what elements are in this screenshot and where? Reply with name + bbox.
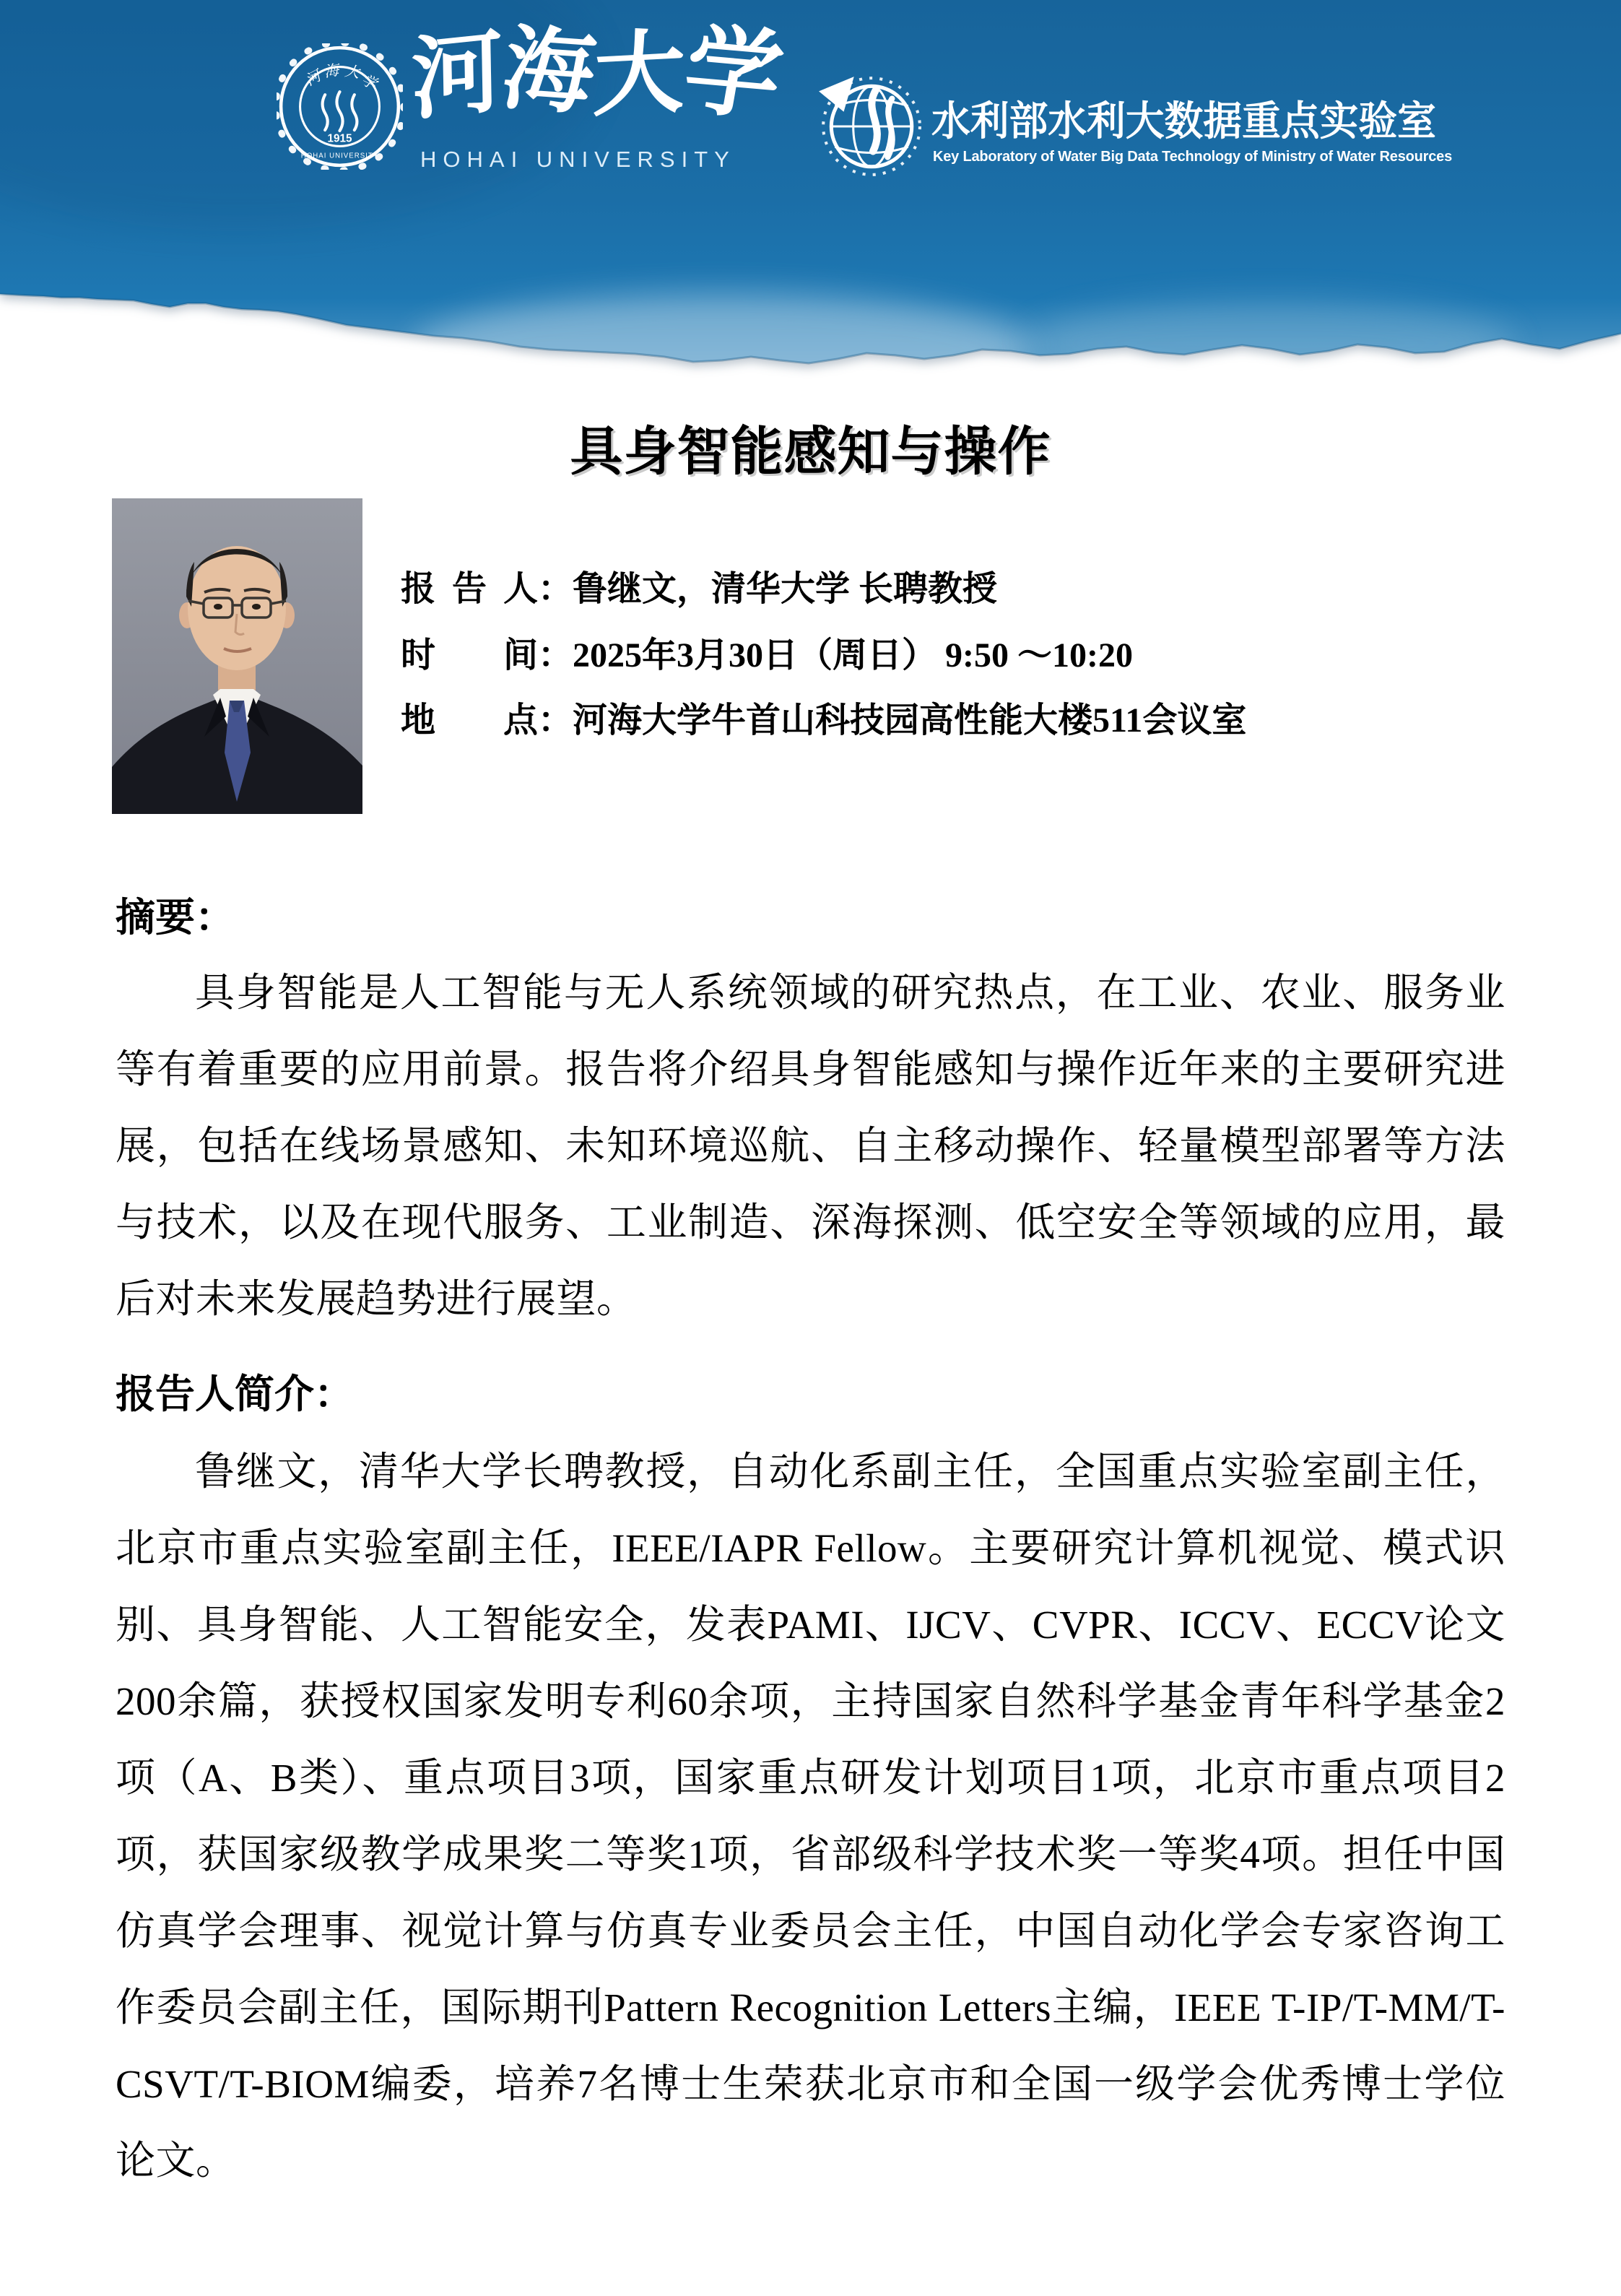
hohai-char: 学 (676, 17, 791, 132)
label-char: 告 (451, 570, 487, 608)
time-value: 2025年3月30日（周日） 9:50 ～10:20 (573, 636, 1133, 675)
speaker-label (401, 571, 538, 609)
time-row (401, 637, 1133, 680)
abstract-body: 具身智能是人工智能与无人系统领域的研究热点，在工业、农业、服务业等有着重要的应用前景。报告将介绍具身智能感知与操作近年来的主要研究进展，包括在线场景感知、未知环境巡航、自主移动操作、轻量模型部署等方法与技术，以及在现代服务、工业制造、深海探测、低空安全等领域的应用，最后对未来发展趋势进行展望。 (116, 971, 1505, 1321)
venue-row (401, 702, 1246, 745)
bio-heading: 报告人简介： (116, 1372, 355, 1416)
label-char: 人 (503, 570, 538, 608)
seal-char: 大 (343, 63, 361, 82)
seal-ring-text: HOHAI UNIVERSITY (300, 152, 379, 160)
lab-name-en: Key Laboratory of Water Big Data Technology of Ministry of Water Resources (933, 149, 1453, 165)
speaker-value: 鲁继文，清华大学 长聘教授 (573, 570, 998, 608)
water-lab-globe-icon (814, 69, 924, 179)
label-char: 地 (401, 701, 436, 740)
seal-char: 学 (358, 72, 379, 93)
hohai-university-calligraphy (407, 17, 791, 132)
talk-title: 具身智能感知与操作 (570, 423, 1051, 481)
venue-value: 河海大学牛首山科技园高性能大楼511会议室 (573, 701, 1247, 740)
hohai-char: 河 (410, 22, 504, 132)
label-colon: ： (538, 701, 573, 740)
banner-title-char: 报 (864, 234, 996, 369)
seal-wave-emblem (323, 92, 357, 131)
time-label (401, 637, 538, 675)
bio-body: 鲁继文，清华大学长聘教授，自动化系副主任，全国重点实验室副主任，北京市重点实验室副主任，IEEE/IAPR Fellow。主要研究计算机视觉、模式识别、具身智能、人工智能安全，发表PAMI、IJCV、CVPR、ICCV、ECCV论文200余篇，获授权国家发明专利60余项，主持国家自然科学基金青年科学基金2项（A、B类）、重点项目3项，国家重点研发计划项目1项，北京市重点项目2项，获国家级教学成果奖二等奖1项，省部级科学技术奖一等奖4项。担任中国仿真学会理事、视觉计算与仿真专业委员会主任，中国自动化学会专家咨询工作委员会副主任，国际期刊Pattern Recognition Letters主编，IEEE T-IP/T-MM/T-CSVT/T-BIOM编委，培养7名博士生荣获北京市和全国一级学会优秀博士学位论文。 (116, 1450, 1505, 2183)
seal-char: 海 (323, 62, 341, 81)
hohai-university-seal-icon (277, 43, 403, 170)
hohai-char: 大 (591, 22, 687, 129)
speaker-photo (112, 498, 362, 814)
abstract-heading: 摘要： (116, 896, 235, 940)
hohai-char: 海 (495, 19, 602, 126)
speaker-row (401, 571, 997, 614)
seal-char: 河 (303, 68, 324, 90)
label-char: 点 (503, 701, 538, 740)
banner-title-char: 术 (740, 238, 881, 376)
venue-label (401, 702, 538, 740)
lab-name-zh: 水利部水利大数据重点实验室 (931, 98, 1436, 144)
hohai-university-en: HOHAI UNIVERSITY (420, 147, 736, 172)
label-char: 时 (401, 636, 436, 675)
seal-year: 1915 (327, 132, 352, 145)
banner-title-char: 告 (976, 236, 1119, 376)
banner-title-char: 学 (631, 231, 755, 372)
label-char: 报 (401, 570, 436, 608)
label-char: 间 (503, 636, 538, 675)
label-colon: ： (538, 570, 573, 608)
banner-title-calligraphy (627, 231, 1119, 376)
label-colon: ： (538, 636, 573, 675)
